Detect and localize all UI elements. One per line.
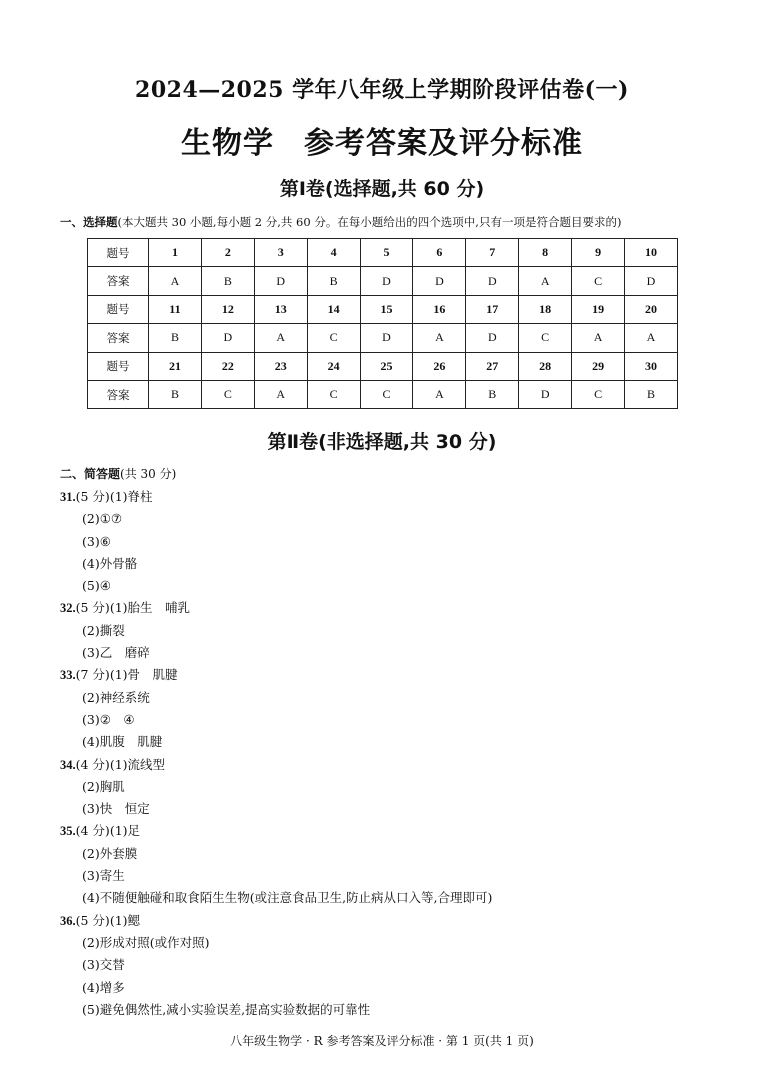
answer-text: (5)④ <box>82 578 111 594</box>
answer-text: (1)足 <box>109 823 141 839</box>
question-number-cell: 16 <box>413 295 466 323</box>
answer-cell: B <box>307 267 360 295</box>
answer-text: (1)骨 肌腱 <box>109 667 178 683</box>
question-sub-answer <box>60 932 750 954</box>
answer-text: (2)外套膜 <box>82 845 138 861</box>
question-number-cell: 10 <box>625 239 678 267</box>
question-number-cell: 28 <box>519 352 572 380</box>
answer-cell: D <box>254 267 307 295</box>
section2-note: (共 30 分) <box>120 467 177 481</box>
question-sub-answer <box>60 887 750 909</box>
part1-title: 第Ⅰ卷(选择题,共 60 分) <box>279 178 485 200</box>
answer-text: (4)肌腹 肌腱 <box>82 734 163 750</box>
answer-text: (2)①⑦ <box>82 511 123 527</box>
question-sub-answer <box>60 977 750 999</box>
table-row-answers <box>88 324 678 352</box>
answer-cell: A <box>254 380 307 408</box>
row-label-question-number: 题号 <box>88 239 149 267</box>
question-number-cell: 3 <box>254 239 307 267</box>
question-number-cell: 18 <box>519 295 572 323</box>
answer-cell: D <box>360 324 413 352</box>
question-score: (5 分) <box>75 489 110 504</box>
row-label-question-number: 题号 <box>88 352 149 380</box>
section2-label: 二、简答题 <box>60 467 121 481</box>
question-sub-answer <box>60 687 750 709</box>
answer-cell: A <box>413 380 466 408</box>
answer-text: (1)胎生 哺乳 <box>109 600 191 616</box>
question-number-cell: 19 <box>572 295 625 323</box>
question-number-cell: 2 <box>201 239 254 267</box>
question-first-line <box>60 664 750 686</box>
row-label-answer: 答案 <box>88 380 149 408</box>
question-number-cell: 20 <box>625 295 678 323</box>
answer-cell: A <box>625 324 678 352</box>
question-number-cell: 1 <box>149 239 202 267</box>
multiple-choice-answer-table <box>87 238 678 409</box>
question-number-cell: 12 <box>201 295 254 323</box>
answer-cell: D <box>519 380 572 408</box>
short-answer-list <box>60 486 750 1021</box>
question-number-cell: 8 <box>519 239 572 267</box>
question-number-cell: 4 <box>307 239 360 267</box>
question-sub-answer <box>60 731 750 753</box>
document-type: 参考答案及评分标准 <box>304 126 583 161</box>
question-number-cell: 23 <box>254 352 307 380</box>
question-number-cell: 26 <box>413 352 466 380</box>
question-sub-answer <box>60 575 750 597</box>
answer-text: (3)⑥ <box>82 533 111 549</box>
section2-heading <box>60 465 176 482</box>
answer-cell: D <box>625 267 678 295</box>
question-score: (7 分) <box>75 667 110 683</box>
question-number-cell: 15 <box>360 295 413 323</box>
question-number-cell: 11 <box>149 295 202 323</box>
answer-text: (1)鳃 <box>109 912 141 928</box>
answer-cell: B <box>149 324 202 352</box>
question-number-cell: 14 <box>307 295 360 323</box>
question-number-cell: 25 <box>360 352 413 380</box>
question-number-cell: 30 <box>625 352 678 380</box>
question-first-line <box>60 820 750 842</box>
question-number-cell: 9 <box>572 239 625 267</box>
question-number: 36. <box>60 913 76 928</box>
question-number-cell: 7 <box>466 239 519 267</box>
question-first-line <box>60 597 750 619</box>
subject-name: 生物学 <box>181 126 274 161</box>
question-number: 34. <box>60 757 76 772</box>
question-sub-answer <box>60 776 750 798</box>
answer-text: (3)寄生 <box>82 868 125 884</box>
question-sub-answer <box>60 642 750 664</box>
question-first-line <box>60 910 750 932</box>
question-sub-answer <box>60 798 750 820</box>
question-number: 32. <box>60 601 76 616</box>
answer-cell: A <box>572 324 625 352</box>
answer-cell: C <box>307 380 360 408</box>
answer-text: (4)不随便触碰和取食陌生生物(或注意食品卫生,防止病从口入等,合理即可) <box>82 890 493 906</box>
question-number: 33. <box>60 668 76 683</box>
answer-cell: A <box>413 324 466 352</box>
answer-text: (3)快 恒定 <box>82 801 150 817</box>
answer-text: (1)脊柱 <box>109 489 153 504</box>
answer-cell: D <box>360 267 413 295</box>
row-label-answer: 答案 <box>88 324 149 352</box>
table-row-numbers <box>88 239 678 267</box>
question-number-cell: 21 <box>149 352 202 380</box>
page-footer: 八年级生物学 · R 参考答案及评分标准 · 第 1 页(共 1 页) <box>230 1034 534 1048</box>
answer-text: (2)撕裂 <box>82 622 125 638</box>
answer-cell: A <box>149 267 202 295</box>
question-sub-answer <box>60 865 750 887</box>
question-sub-answer <box>60 954 750 976</box>
answer-text: (2)形成对照(或作对照) <box>82 934 210 950</box>
question-number-cell: 5 <box>360 239 413 267</box>
answer-cell: B <box>466 380 519 408</box>
table-row-answers <box>88 267 678 295</box>
question-sub-answer <box>60 620 750 642</box>
question-score: (4 分) <box>75 756 110 772</box>
answer-cell: C <box>572 267 625 295</box>
question-number: 35. <box>60 824 76 839</box>
question-number-cell: 17 <box>466 295 519 323</box>
answer-cell: D <box>201 324 254 352</box>
answer-cell: C <box>360 380 413 408</box>
table-row-answers <box>88 380 678 408</box>
table-row-numbers <box>88 295 678 323</box>
answer-text: (4)增多 <box>82 979 125 995</box>
question-score: (5 分) <box>75 912 110 928</box>
answer-cell: C <box>307 324 360 352</box>
question-first-line <box>60 754 750 776</box>
section1-note: (本大题共 30 小题,每小题 2 分,共 60 分。在每小题给出的四个选项中,只有一项是符合题目要求的) <box>117 215 622 229</box>
row-label-answer: 答案 <box>88 267 149 295</box>
answer-cell: A <box>254 324 307 352</box>
answer-cell: D <box>413 267 466 295</box>
answer-cell: D <box>466 267 519 295</box>
question-score: (5 分) <box>75 600 110 616</box>
question-number: 31. <box>60 490 76 504</box>
answer-text: (3)乙 磨碎 <box>82 645 150 661</box>
question-number-cell: 27 <box>466 352 519 380</box>
answer-cell: A <box>519 267 572 295</box>
part2-title: 第Ⅱ卷(非选择题,共 30 分) <box>267 431 497 453</box>
section1-label: 一、选择题 <box>60 215 118 229</box>
question-number-cell: 29 <box>572 352 625 380</box>
answer-cell: C <box>201 380 254 408</box>
answer-text: (5)避免偶然性,减小实验误差,提高实验数据的可靠性 <box>82 1001 371 1017</box>
answer-text: (1)流线型 <box>109 756 166 772</box>
question-number-cell: 22 <box>201 352 254 380</box>
question-sub-answer <box>60 843 750 865</box>
question-sub-answer <box>60 508 750 530</box>
answer-text: (2)神经系统 <box>82 689 150 705</box>
answer-text: (3)② ④ <box>82 711 135 727</box>
answer-cell: B <box>201 267 254 295</box>
answer-text: (4)外骨骼 <box>82 555 138 571</box>
question-sub-answer <box>60 553 750 575</box>
question-number-cell: 24 <box>307 352 360 380</box>
question-score: (4 分) <box>75 823 110 839</box>
subject-title <box>0 118 764 162</box>
question-number-cell: 6 <box>413 239 466 267</box>
table-row-numbers <box>88 352 678 380</box>
answer-cell: C <box>519 324 572 352</box>
question-sub-answer <box>60 999 750 1021</box>
answer-cell: B <box>149 380 202 408</box>
exam-title: 2024—2025 学年八年级上学期阶段评估卷(一) <box>135 77 629 103</box>
question-number-cell: 13 <box>254 295 307 323</box>
question-sub-answer <box>60 709 750 731</box>
answer-cell: B <box>625 380 678 408</box>
question-sub-answer <box>60 531 750 553</box>
answer-cell: C <box>572 380 625 408</box>
answer-text: (2)胸肌 <box>82 778 125 794</box>
row-label-question-number: 题号 <box>88 295 149 323</box>
question-first-line <box>60 486 750 508</box>
answer-text: (3)交替 <box>82 957 125 973</box>
section1-heading <box>60 214 760 230</box>
answer-cell: D <box>466 324 519 352</box>
